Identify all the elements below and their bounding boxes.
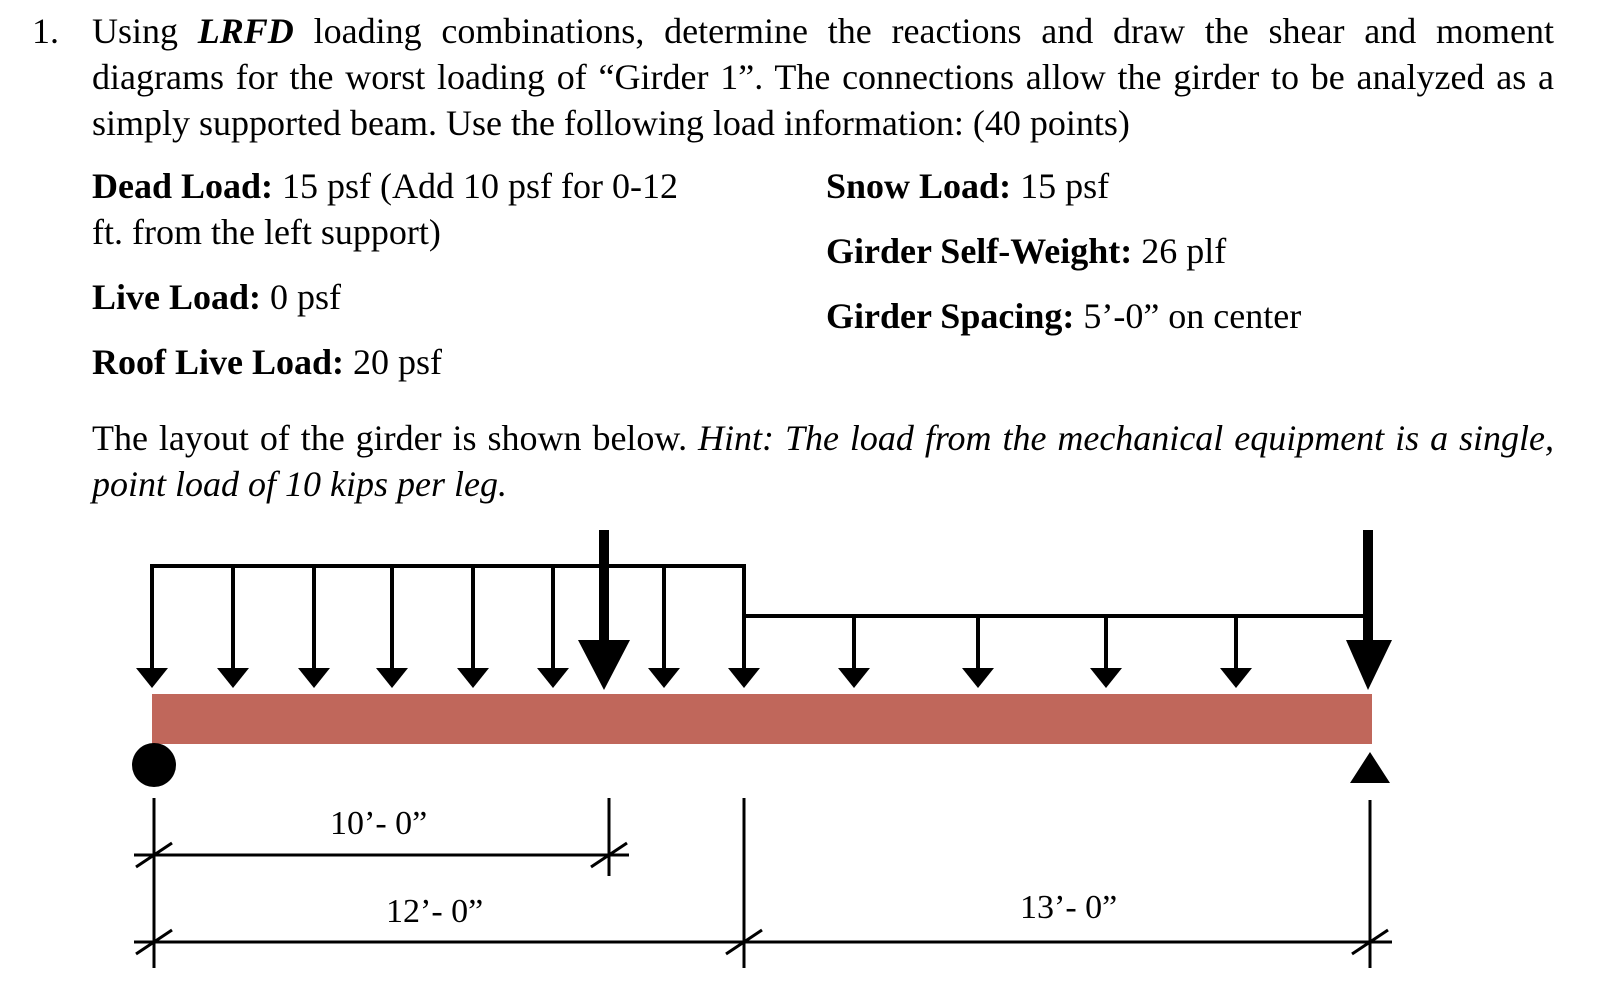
load-arrow xyxy=(648,566,680,688)
statement-intro: Using xyxy=(92,11,198,51)
dimension-lines xyxy=(134,798,1392,968)
roof-live-load-label: Roof Live Load: xyxy=(92,342,344,382)
load-arrow xyxy=(962,616,994,688)
load-arrow xyxy=(838,616,870,688)
girder-spacing-value: 5’-0” on center xyxy=(1074,296,1302,336)
dimension-label-13ft: 13’- 0” xyxy=(1020,889,1118,926)
load-arrow xyxy=(537,566,569,688)
live-load-value: 0 psf xyxy=(261,277,342,317)
pin-support xyxy=(132,743,176,787)
statement-method: LRFD xyxy=(197,11,294,51)
girder-spacing-label: Girder Spacing: xyxy=(826,296,1075,336)
load-arrow xyxy=(217,566,249,688)
layout-hint: Hint: The load from the mechanical equipment is a single, point load of 10 kips per leg. xyxy=(92,418,1554,504)
dead-load-value: 15 psf (Add 10 psf for 0-12 ft. from the left support) xyxy=(92,166,678,252)
load-arrow xyxy=(457,566,489,688)
load-arrow xyxy=(136,566,168,688)
girder-beam xyxy=(152,694,1372,744)
self-weight-value: 26 plf xyxy=(1132,231,1227,271)
statement-body: loading combinations, determine the reactions and draw the shear and moment diagrams for the worst loading of “Girder 1”. The connections allow the girder to be analyzed as a simply supported beam. Use the following load information: (40 points) xyxy=(92,11,1554,143)
snow-load-label: Snow Load: xyxy=(826,166,1012,206)
roof-live-load-value: 20 psf xyxy=(344,342,442,382)
layout-text: The layout of the girder is shown below. xyxy=(92,418,699,458)
distributed-load-arrows xyxy=(136,566,1252,688)
live-load-label: Live Load: xyxy=(92,277,262,317)
load-arrow xyxy=(1220,616,1252,688)
self-weight-label: Girder Self-Weight: xyxy=(826,231,1133,271)
load-arrow xyxy=(1090,616,1122,688)
dimension-label-10ft: 10’- 0” xyxy=(330,805,428,842)
point-load-left xyxy=(578,530,630,690)
distributed-load-outline xyxy=(150,566,1370,650)
load-arrow xyxy=(376,566,408,688)
dead-load-label: Dead Load: xyxy=(92,166,274,206)
load-arrow xyxy=(298,566,330,688)
load-arrow xyxy=(728,566,760,688)
roller-support xyxy=(1350,752,1390,783)
point-load-right xyxy=(1346,530,1392,690)
dimension-label-12ft: 12’- 0” xyxy=(386,893,484,930)
problem-number: 1. xyxy=(32,11,59,51)
snow-load-value: 15 psf xyxy=(1011,166,1110,206)
